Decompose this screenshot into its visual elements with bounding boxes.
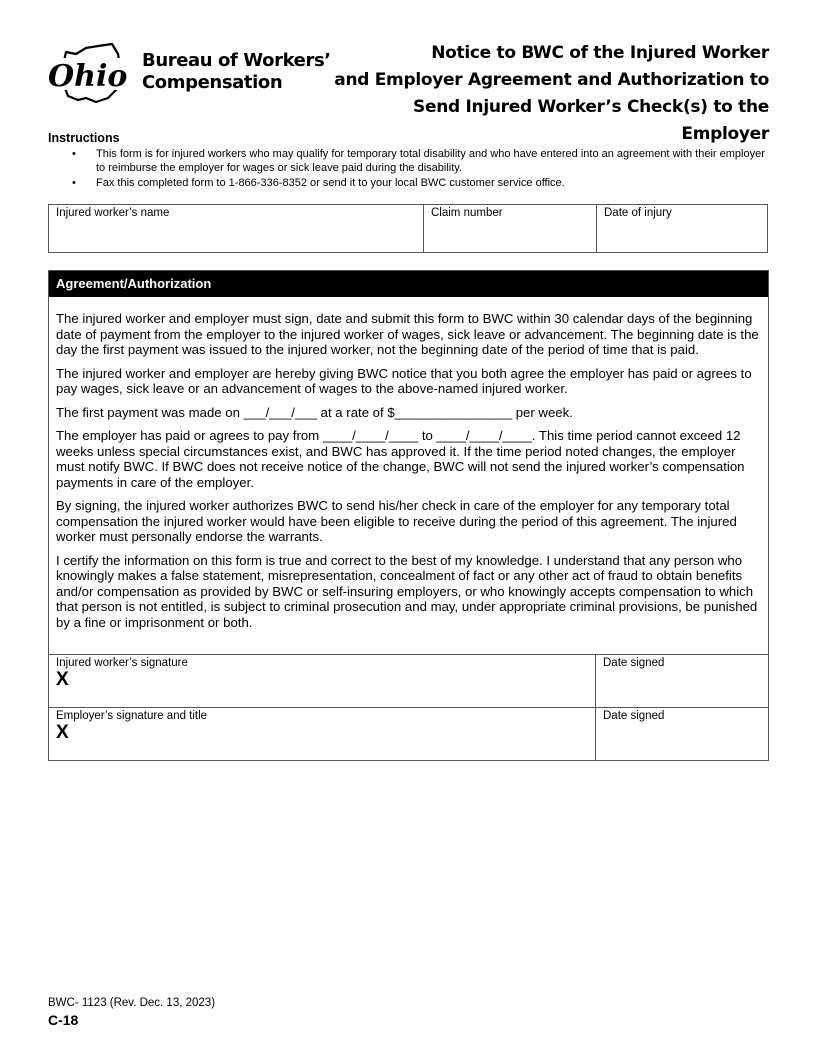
worker-signature-row	[49, 654, 768, 707]
employer-signature-row	[49, 707, 768, 760]
claim-number-label: Claim number	[431, 207, 503, 219]
agreement-body	[49, 297, 768, 630]
worker-date-signed-field[interactable]	[595, 655, 768, 707]
form-title-line2: and Employer Agreement and Authorization to	[334, 70, 769, 90]
form-title	[329, 40, 769, 148]
date-of-injury-field[interactable]	[596, 205, 767, 252]
form-title-line1: Notice to BWC of the Injured Worker	[431, 43, 769, 63]
bwc-logo	[46, 40, 346, 110]
payment-period-paragraph: The employer has paid or agrees to pay from ____/____/____ to ____/____/____. This time period cannot exceed 12 weeks unless special circumstances exist, and BWC has approved it. If the time period noted changes, the employer must notify BWC. If BWC does not receive notice of the change, BWC will not send the injured worker’s compensation payments in care of the employer.	[56, 428, 745, 490]
sign-here-mark: X	[56, 722, 69, 743]
employer-date-signed-field[interactable]	[595, 708, 768, 760]
first-payment-line: The first payment was made on ___/___/___ at a rate of $________________ per week.	[56, 404, 573, 420]
instruction-item	[72, 177, 772, 191]
worker-signature-label: Injured worker’s signature	[56, 657, 188, 669]
date-signed-label: Date signed	[603, 710, 665, 722]
logo-wordmark: Ohio	[48, 59, 128, 94]
instruction-text: Fax this completed form to 1-866-336-8352 or send it to your local BWC customer service office.	[96, 177, 565, 189]
claim-number-field[interactable]	[423, 205, 596, 252]
injured-worker-info-table	[48, 204, 768, 253]
employer-signature-label: Employer’s signature and title	[56, 710, 208, 722]
bureau-name-line2: Compensation	[142, 72, 283, 93]
form-code: C-18	[48, 1012, 79, 1028]
worker-signature-field[interactable]	[49, 655, 595, 707]
date-signed-label: Date signed	[603, 657, 665, 669]
bullet-icon: •	[72, 177, 76, 189]
bureau-name-line1: Bureau of Workers’	[142, 50, 331, 71]
instruction-text: This form is for injured workers who may qualify for temporary total disability and who have entered into an agreement with their employer to reimburse the employer for wages or sick leave paid during the disability.	[96, 148, 765, 174]
date-of-injury-label: Date of injury	[604, 207, 672, 219]
injured-worker-name-label: Injured worker’s name	[56, 207, 170, 219]
certification-paragraph: I certify the information on this form is true and correct to the best of my knowledge. I understand that any person who knowingly makes a false statement, misrepresentation, concealment of fact or any other act of fraud to obtain benefits and/or compensation as provided by BWC or self-insuring employers, or who knowingly accepts compensation to which that person is not entitled, is subject to criminal prosecution and may, under appropriate criminal provisions, be punished by a fine or imprisonment or both.	[56, 552, 758, 630]
instructions-heading: Instructions	[48, 131, 120, 145]
ohio-state-outline-icon	[46, 40, 138, 110]
bureau-name	[142, 50, 352, 94]
bullet-icon: •	[72, 148, 76, 160]
employer-signature-field[interactable]	[49, 708, 595, 760]
instructions-list	[72, 148, 772, 193]
agreement-paragraph: By signing, the injured worker authorizes BWC to send his/her check in care of the employer for any temporary total compensation the injured worker would have been eligible to receive during the period of this agreement. The injured worker must personally endorse the warrants.	[56, 498, 737, 544]
agreement-section	[48, 270, 769, 761]
agreement-header: Agreement/Authorization	[49, 271, 768, 297]
instruction-item	[72, 148, 772, 175]
agreement-paragraph: The injured worker and employer must sign, date and submit this form to BWC within 30 calendar days of the beginning date of payment from the employer to the injured worker of wages, sick leave or advancement. The beginning date is the day the first payment was issued to the injured worker, not the beginning date of the period of time that is paid.	[56, 311, 759, 357]
agreement-paragraph: The injured worker and employer are hereby giving BWC notice that you both agree the employer has paid or agrees to pay wages, sick leave or an advancement of wages to the above-named injured worker.	[56, 365, 752, 396]
form-title-line3: Send Injured Worker’s Check(s) to the Employer	[413, 97, 769, 144]
injured-worker-name-field[interactable]	[49, 205, 423, 252]
sign-here-mark: X	[56, 669, 69, 690]
form-number: BWC- 1123 (Rev. Dec. 13, 2023)	[48, 997, 216, 1009]
